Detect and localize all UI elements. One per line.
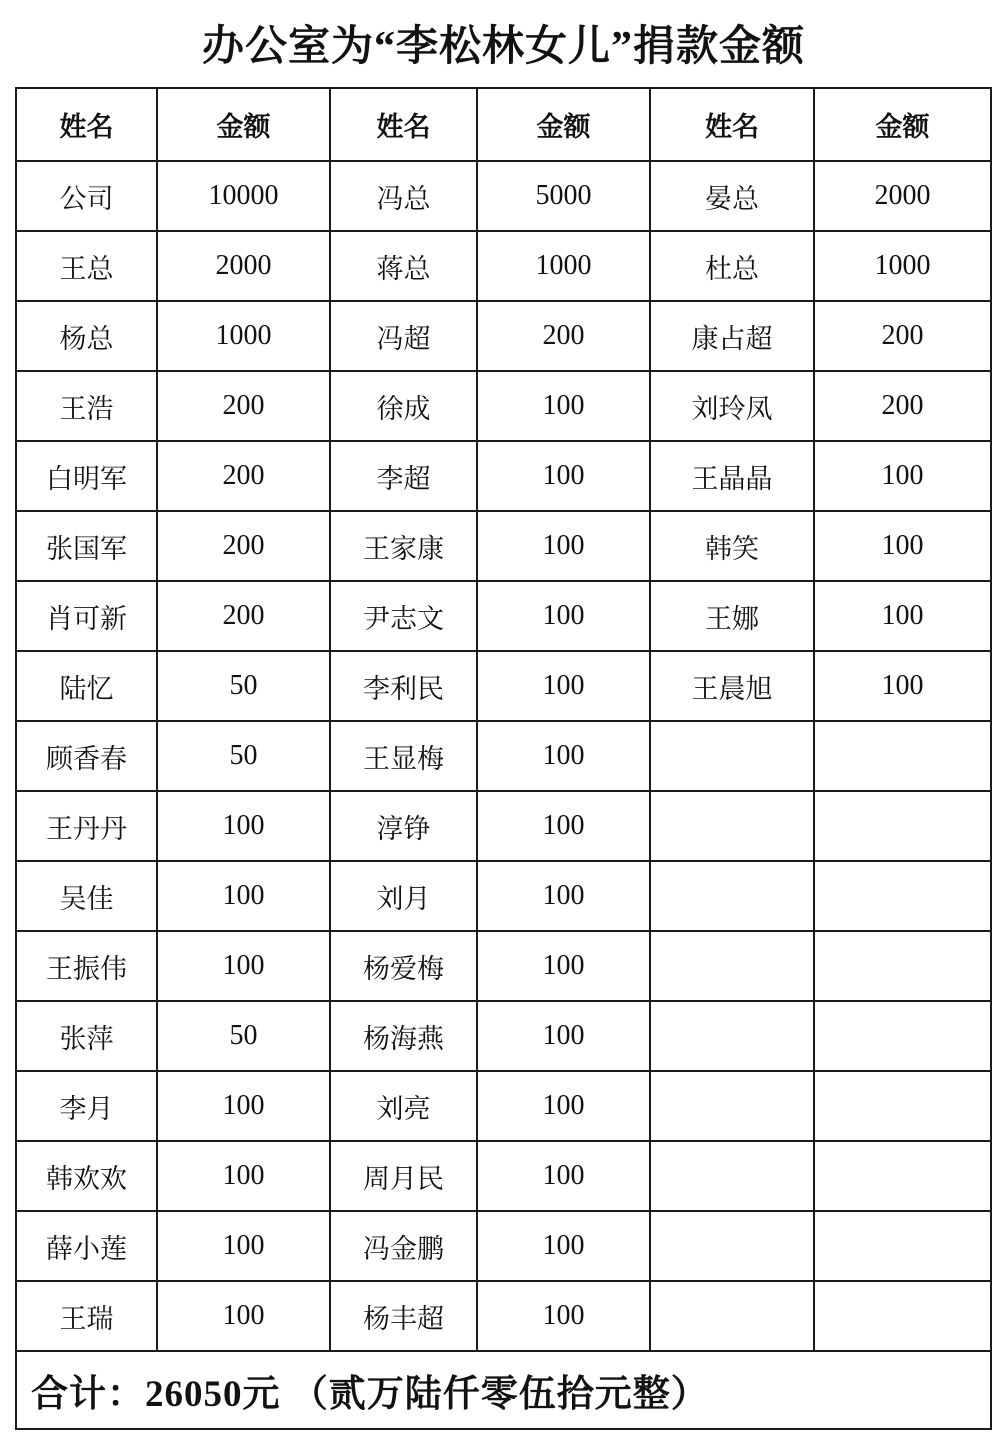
donor-name-cell	[650, 1001, 814, 1071]
donation-amount-cell: 100	[477, 581, 650, 651]
table-row	[16, 1001, 991, 1071]
donation-amount-cell: 200	[157, 441, 330, 511]
donor-name-cell: 康占超	[650, 301, 814, 371]
donor-name-cell	[650, 1281, 814, 1351]
donation-amount-cell: 100	[814, 441, 991, 511]
donation-amount-cell: 100	[157, 1141, 330, 1211]
donation-amount-cell	[814, 1071, 991, 1141]
donor-name-cell: 杨丰超	[330, 1281, 477, 1351]
table-row	[16, 1281, 991, 1351]
donation-amount-cell: 100	[814, 581, 991, 651]
donation-amount-cell: 1000	[477, 231, 650, 301]
donor-name-cell: 淳铮	[330, 791, 477, 861]
table-row	[16, 651, 991, 721]
header-amount-col1: 金额	[157, 88, 330, 161]
donor-name-cell: 冯总	[330, 161, 477, 231]
donor-name-cell	[650, 721, 814, 791]
donation-amount-cell	[814, 791, 991, 861]
donation-amount-cell: 100	[477, 791, 650, 861]
donor-name-cell: 王总	[16, 231, 157, 301]
donor-name-cell: 晏总	[650, 161, 814, 231]
donor-name-cell: 王家康	[330, 511, 477, 581]
table-row	[16, 931, 991, 1001]
donor-name-cell: 王显梅	[330, 721, 477, 791]
donor-name-cell: 王晶晶	[650, 441, 814, 511]
header-name-col2: 姓名	[330, 88, 477, 161]
donation-amount-cell: 100	[477, 441, 650, 511]
donation-amount-cell: 1000	[814, 231, 991, 301]
donor-name-cell: 杨总	[16, 301, 157, 371]
donation-amount-cell: 100	[477, 1281, 650, 1351]
donation-amount-cell: 100	[157, 1211, 330, 1281]
donor-name-cell: 周月民	[330, 1141, 477, 1211]
donation-amount-cell	[814, 721, 991, 791]
donor-name-cell: 冯超	[330, 301, 477, 371]
donation-amount-cell: 100	[477, 931, 650, 1001]
donation-amount-cell: 50	[157, 721, 330, 791]
donation-amount-cell: 100	[477, 371, 650, 441]
table-row	[16, 581, 991, 651]
donor-name-cell	[650, 1141, 814, 1211]
donation-table	[15, 87, 992, 1430]
donation-amount-cell: 100	[477, 511, 650, 581]
header-row	[16, 88, 991, 161]
donation-amount-cell: 10000	[157, 161, 330, 231]
donor-name-cell	[650, 1071, 814, 1141]
donor-name-cell: 公司	[16, 161, 157, 231]
donation-table-header	[16, 88, 991, 161]
total-row	[16, 1351, 991, 1429]
donation-amount-cell: 200	[157, 371, 330, 441]
header-name-col1: 姓名	[16, 88, 157, 161]
donor-name-cell: 薛小莲	[16, 1211, 157, 1281]
donor-name-cell: 刘月	[330, 861, 477, 931]
donor-name-cell: 王娜	[650, 581, 814, 651]
table-row	[16, 231, 991, 301]
donation-amount-cell: 50	[157, 651, 330, 721]
donor-name-cell: 王丹丹	[16, 791, 157, 861]
donation-amount-cell: 200	[157, 511, 330, 581]
donation-amount-cell: 100	[814, 651, 991, 721]
table-row	[16, 511, 991, 581]
table-row	[16, 371, 991, 441]
donation-amount-cell: 100	[157, 1071, 330, 1141]
donation-amount-cell: 100	[157, 931, 330, 1001]
donation-amount-cell: 100	[814, 511, 991, 581]
donation-amount-cell: 100	[157, 791, 330, 861]
header-amount-col3: 金额	[814, 88, 991, 161]
donation-amount-cell: 100	[157, 861, 330, 931]
table-row	[16, 441, 991, 511]
donor-name-cell: 顾香春	[16, 721, 157, 791]
donor-name-cell: 徐成	[330, 371, 477, 441]
donation-table-body	[16, 161, 991, 1351]
donor-name-cell: 尹志文	[330, 581, 477, 651]
donor-name-cell: 吴佳	[16, 861, 157, 931]
donation-amount-cell: 2000	[157, 231, 330, 301]
donor-name-cell: 李超	[330, 441, 477, 511]
donation-amount-cell: 200	[814, 301, 991, 371]
donor-name-cell: 张萍	[16, 1001, 157, 1071]
donor-name-cell: 刘亮	[330, 1071, 477, 1141]
donor-name-cell: 肖可新	[16, 581, 157, 651]
donation-amount-cell: 100	[477, 721, 650, 791]
donation-amount-cell: 100	[477, 651, 650, 721]
donation-amount-cell: 100	[477, 1211, 650, 1281]
donation-amount-cell: 100	[477, 1001, 650, 1071]
donor-name-cell: 蒋总	[330, 231, 477, 301]
donor-name-cell: 李利民	[330, 651, 477, 721]
donor-name-cell	[650, 861, 814, 931]
donor-name-cell: 杨海燕	[330, 1001, 477, 1071]
donor-name-cell: 韩笑	[650, 511, 814, 581]
donor-name-cell: 李月	[16, 1071, 157, 1141]
table-row	[16, 161, 991, 231]
donation-amount-cell: 5000	[477, 161, 650, 231]
donation-amount-cell: 100	[477, 861, 650, 931]
table-row	[16, 791, 991, 861]
header-name-col3: 姓名	[650, 88, 814, 161]
donation-amount-cell: 200	[477, 301, 650, 371]
donor-name-cell: 刘玲凤	[650, 371, 814, 441]
donor-name-cell: 杜总	[650, 231, 814, 301]
donor-name-cell: 王瑞	[16, 1281, 157, 1351]
table-row	[16, 861, 991, 931]
donation-amount-cell	[814, 1281, 991, 1351]
total-text: 合计：26050元 （贰万陆仟零伍拾元整）	[16, 1351, 991, 1429]
donor-name-cell: 张国军	[16, 511, 157, 581]
donor-name-cell: 王浩	[16, 371, 157, 441]
donation-amount-cell: 100	[477, 1071, 650, 1141]
table-row	[16, 301, 991, 371]
table-row	[16, 1071, 991, 1141]
donor-name-cell: 陆忆	[16, 651, 157, 721]
donation-amount-cell: 2000	[814, 161, 991, 231]
donation-amount-cell	[814, 1211, 991, 1281]
table-row	[16, 1141, 991, 1211]
donation-amount-cell	[814, 1141, 991, 1211]
donor-name-cell: 白明军	[16, 441, 157, 511]
donor-name-cell: 韩欢欢	[16, 1141, 157, 1211]
donation-amount-cell	[814, 861, 991, 931]
table-row	[16, 721, 991, 791]
donation-amount-cell	[814, 1001, 991, 1071]
donor-name-cell	[650, 1211, 814, 1281]
page-title: 办公室为“李松林女儿”捐款金额	[201, 24, 805, 70]
donor-name-cell: 王振伟	[16, 931, 157, 1001]
donation-amount-cell: 50	[157, 1001, 330, 1071]
donation-amount-cell: 200	[814, 371, 991, 441]
donation-table-footer	[16, 1351, 991, 1429]
donation-amount-cell	[814, 931, 991, 1001]
table-row	[16, 1211, 991, 1281]
donation-amount-cell: 100	[157, 1281, 330, 1351]
donation-amount-cell: 100	[477, 1141, 650, 1211]
donor-name-cell: 冯金鹏	[330, 1211, 477, 1281]
donor-name-cell	[650, 791, 814, 861]
donor-name-cell: 王晨旭	[650, 651, 814, 721]
donation-amount-cell: 200	[157, 581, 330, 651]
donor-name-cell	[650, 931, 814, 1001]
header-amount-col2: 金额	[477, 88, 650, 161]
donor-name-cell: 杨爱梅	[330, 931, 477, 1001]
donation-amount-cell: 1000	[157, 301, 330, 371]
